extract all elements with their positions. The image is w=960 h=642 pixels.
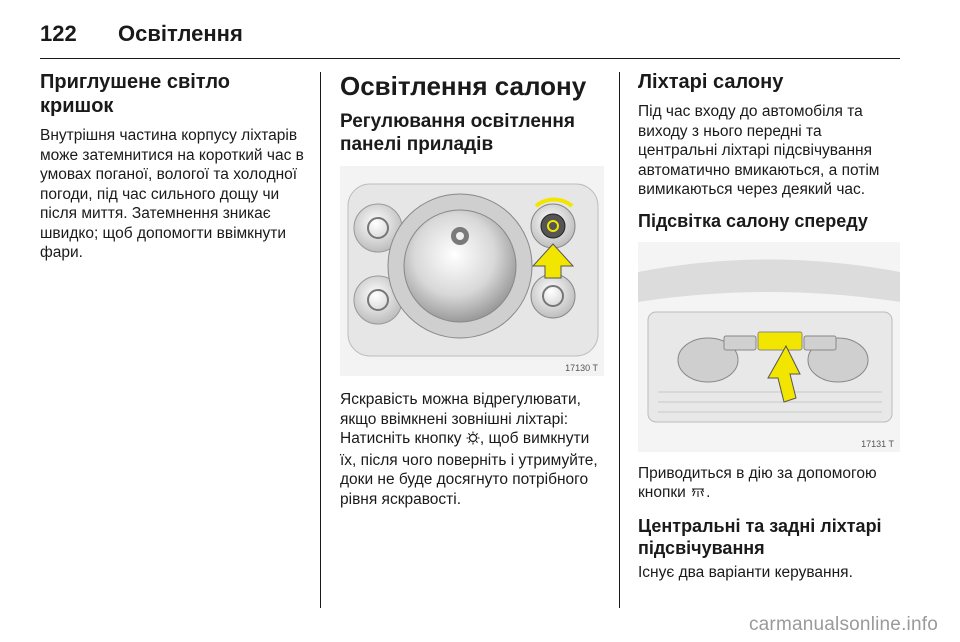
column-left xyxy=(40,70,308,271)
page-number: 122 xyxy=(40,21,77,46)
column-divider-right xyxy=(619,72,620,608)
section-heading-interior-lamps: Ліхтарі салону xyxy=(638,71,784,93)
light-switch-illustration xyxy=(340,166,604,376)
subheading-center-rear-lamps: Центральні та задні ліхтарі підсвічування xyxy=(638,515,882,558)
figure-code: 17130 T xyxy=(565,363,598,373)
page-title: Освітлення xyxy=(118,21,243,46)
paragraph-lamp-fogging: Внутрішня частина корпусу ліхтарів може затемнитися на короткий час в умовах поганої, вологої та холодної погоди, під час сильного дощу чи після миття. Затемнення зникає швидко; щоб допомогти ввімкнути фари. xyxy=(40,127,304,261)
front-courtesy-illustration xyxy=(638,242,900,452)
paragraph-control-variants: Існує два варіанти керування. xyxy=(638,563,853,581)
paragraph-courtesy-text-a: Приводиться в дію за допомогою кнопки xyxy=(638,464,877,501)
figure-code: 17131 T xyxy=(861,438,894,449)
section-heading-lamp-fogging: Приглушене світло кришок xyxy=(40,71,230,117)
paragraph-courtesy-button xyxy=(638,464,902,505)
paragraph-brightness xyxy=(340,390,604,509)
interior-light-icon xyxy=(690,485,706,505)
paragraph-interior-lamps: Під час входу до автомобіля та виходу з нього передні та центральні ліхтарі підсвічування автоматично вмикаються, а потім вимикаються через деякий час. xyxy=(638,103,880,198)
paragraph-brightness-text-b: , щоб вимкнути їх, після чого поверніть і утримуйте, доки не буде досягнуто потрібного рівня яскравості. xyxy=(340,430,598,508)
section-heading-interior-lighting: Освітлення салону xyxy=(340,71,587,101)
subheading-instrument-panel: Регулювання освітлення панелі приладів xyxy=(340,111,575,155)
subheading-front-courtesy: Підсвітка салону спереду xyxy=(638,210,868,231)
figure-light-switch-panel xyxy=(340,166,604,376)
paragraph-brightness-text-a: Яскравість можна відрегулювати, якщо ввімкнені зовнішні ліхтарі: Натисніть кнопку xyxy=(340,391,581,447)
paragraph-courtesy-text-b: . xyxy=(706,484,711,501)
dashboard-light-icon xyxy=(466,431,480,451)
column-right xyxy=(638,70,902,590)
header-rule xyxy=(40,58,900,59)
courtesy-light-button xyxy=(758,332,802,350)
watermark: carmanualsonline.info xyxy=(748,614,938,635)
page-header xyxy=(40,14,243,54)
figure-front-courtesy-light xyxy=(638,242,900,452)
column-middle xyxy=(340,70,604,517)
column-divider-left xyxy=(320,72,321,608)
